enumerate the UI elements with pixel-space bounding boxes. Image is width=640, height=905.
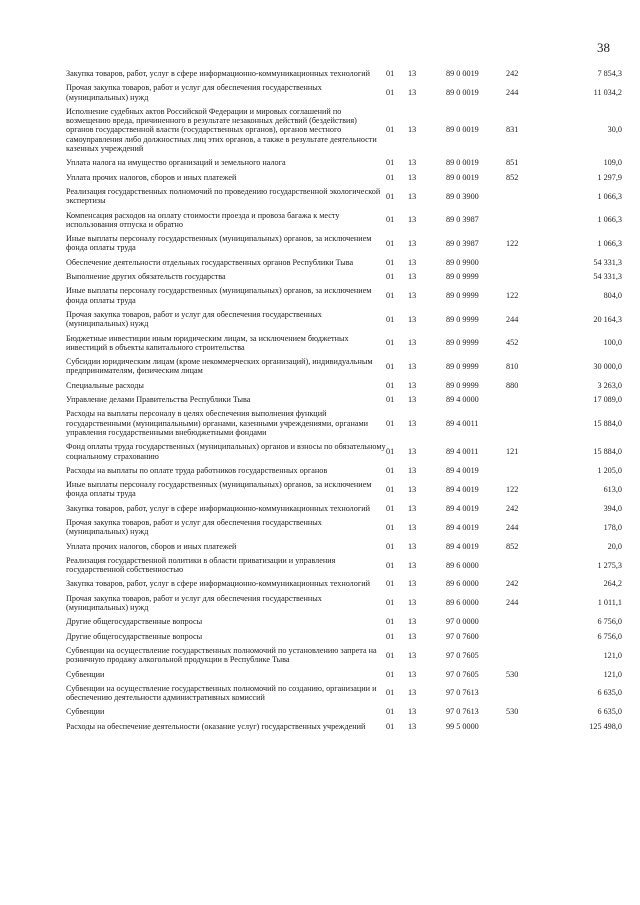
target-article-cell: 97 0 0000	[446, 617, 479, 627]
amount-cell: 1 205,0	[597, 465, 622, 475]
subsection-code-cell: 13	[408, 721, 417, 731]
target-article-cell: 89 4 0011	[446, 446, 479, 456]
section-code-cell: 01	[386, 579, 395, 589]
subsection-code-cell: 13	[408, 522, 417, 532]
target-article-cell: 89 0 9999	[446, 314, 479, 324]
expense-type-cell: 530	[506, 669, 519, 679]
expense-type-cell	[506, 644, 546, 668]
row-name-cell: Иные выплаты персоналу государственных (муниципальных) органов, за исключением фонда оплаты труда	[66, 234, 372, 253]
row-name-cell: Субвенции	[66, 669, 105, 679]
section-code-cell: 01	[386, 669, 395, 679]
amount-cell: 178,0	[603, 522, 622, 532]
section-code-cell: 01	[386, 541, 395, 551]
amount-cell: 1 066,3	[597, 215, 622, 225]
expense-type-cell	[506, 630, 546, 644]
row-name-cell: Прочая закупка товаров, работ и услуг для обеспечения государственных (муниципальных) нужд	[66, 517, 322, 537]
section-code-cell: 01	[386, 446, 395, 456]
section-code-cell: 01	[386, 87, 395, 97]
table-row	[66, 720, 622, 734]
subsection-code-cell: 13	[408, 87, 417, 97]
subsection-code-cell: 13	[408, 579, 417, 589]
subsection-code-cell: 13	[408, 484, 417, 494]
amount-cell: 1 011,1	[597, 598, 622, 608]
section-code-cell: 01	[386, 172, 395, 182]
row-name-cell: Субвенции	[66, 707, 105, 717]
table-row	[66, 81, 622, 105]
row-name-cell: Выполнение других обязательств государства	[66, 272, 226, 282]
section-code-cell: 01	[386, 125, 395, 135]
row-name-cell: Закупка товаров, работ, услуг в сфере информационно-коммуникационных технологий	[66, 579, 370, 589]
section-code-cell: 01	[386, 69, 395, 78]
table-row	[66, 256, 622, 270]
section-code-cell: 01	[386, 272, 395, 282]
table-row	[66, 105, 622, 156]
subsection-code-cell: 13	[408, 688, 417, 698]
subsection-code-cell: 13	[408, 361, 417, 371]
amount-cell: 15 884,0	[593, 446, 622, 456]
expense-type-cell	[506, 393, 546, 407]
section-code-cell: 01	[386, 721, 395, 731]
expense-type-cell	[506, 464, 546, 478]
section-code-cell: 01	[386, 560, 395, 570]
table-row	[66, 171, 622, 185]
expense-type-cell	[506, 720, 546, 734]
section-code-cell: 01	[386, 707, 395, 717]
table-row	[66, 540, 622, 554]
amount-cell: 100,0	[603, 338, 622, 348]
table-row	[66, 682, 622, 706]
expense-type-cell: 242	[506, 579, 519, 589]
amount-cell: 125 498,0	[589, 721, 622, 731]
subsection-code-cell: 13	[408, 69, 417, 78]
row-name-cell: Иные выплаты персоналу государственных (муниципальных) органов, за исключением фонда оплаты труда	[66, 480, 372, 499]
row-name-cell: Закупка товаров, работ, услуг в сфере информационно-коммуникационных технологий	[66, 69, 370, 78]
expense-type-cell: 852	[506, 172, 519, 182]
amount-cell: 30 000,0	[593, 361, 622, 371]
subsection-code-cell: 13	[408, 631, 417, 641]
target-article-cell: 89 0 0019	[446, 158, 479, 168]
section-code-cell: 01	[386, 617, 395, 627]
table-row	[66, 270, 622, 284]
table-row	[66, 502, 622, 516]
amount-cell: 6 756,0	[597, 617, 622, 627]
expense-type-cell: 244	[506, 522, 519, 532]
amount-cell: 11 034,2	[593, 87, 622, 97]
section-code-cell: 01	[386, 338, 395, 348]
target-article-cell: 89 0 0019	[446, 69, 479, 78]
subsection-code-cell: 13	[408, 158, 417, 168]
row-name-cell: Управление делами Правительства Республики Тыва	[66, 395, 251, 405]
expense-type-cell: 242	[506, 69, 519, 78]
row-name-cell: Уплата налога на имущество организаций и земельного налога	[66, 158, 286, 168]
target-article-cell: 89 0 9999	[446, 290, 479, 300]
table-row	[66, 232, 622, 256]
section-code-cell: 01	[386, 191, 395, 201]
subsection-code-cell: 13	[408, 560, 417, 570]
table-row	[66, 630, 622, 644]
expense-type-cell: 122	[506, 484, 519, 494]
amount-cell: 804,0	[603, 290, 622, 300]
section-code-cell: 01	[386, 158, 395, 168]
amount-cell: 264,2	[603, 579, 622, 589]
section-code-cell: 01	[386, 650, 395, 660]
expense-type-cell: 851	[506, 158, 519, 168]
target-article-cell: 89 0 9900	[446, 257, 479, 267]
row-name-cell: Фонд оплаты труда государственных (муниципальных) органов и взносы по обязательному социальному страхованию	[66, 442, 386, 461]
section-code-cell: 01	[386, 380, 395, 390]
target-article-cell: 89 0 0019	[446, 125, 479, 135]
subsection-code-cell: 13	[408, 669, 417, 679]
section-code-cell: 01	[386, 238, 395, 248]
subsection-code-cell: 13	[408, 272, 417, 282]
section-code-cell: 01	[386, 418, 395, 428]
table-row	[66, 332, 622, 356]
target-article-cell: 89 0 0019	[446, 172, 479, 182]
table-row	[66, 308, 622, 332]
section-code-cell: 01	[386, 395, 395, 405]
target-article-cell: 97 0 7605	[446, 669, 479, 679]
target-article-cell: 97 0 7605	[446, 650, 479, 660]
target-article-cell: 89 0 9999	[446, 380, 479, 390]
row-name-cell: Прочая закупка товаров, работ и услуг для обеспечения государственных (муниципальных) нужд	[66, 309, 322, 329]
table-row	[66, 284, 622, 308]
section-code-cell: 01	[386, 484, 395, 494]
subsection-code-cell: 13	[408, 465, 417, 475]
expense-type-cell	[506, 256, 546, 270]
expense-type-cell	[506, 270, 546, 284]
section-code-cell: 01	[386, 598, 395, 608]
expense-type-cell: 242	[506, 503, 519, 513]
subsection-code-cell: 13	[408, 650, 417, 660]
amount-cell: 1 066,3	[597, 238, 622, 248]
row-name-cell: Расходы на обеспечение деятельности (оказание услуг) государственных учреждений	[66, 721, 366, 731]
table-row	[66, 67, 622, 81]
amount-cell: 20,0	[607, 541, 622, 551]
subsection-code-cell: 13	[408, 395, 417, 405]
target-article-cell: 89 0 9999	[446, 272, 479, 282]
amount-cell: 7 854,3	[597, 69, 622, 78]
table-row	[66, 209, 622, 233]
row-name-cell: Обеспечение деятельности отдельных государственных органов Республики Тыва	[66, 257, 354, 267]
subsection-code-cell: 13	[408, 707, 417, 717]
amount-cell: 20 164,3	[593, 314, 622, 324]
target-article-cell: 89 4 0019	[446, 503, 479, 513]
section-code-cell: 01	[386, 503, 395, 513]
table-row	[66, 464, 622, 478]
expense-type-cell: 244	[506, 87, 519, 97]
target-article-cell: 89 4 0019	[446, 541, 479, 551]
table-row	[66, 554, 622, 578]
amount-cell: 6 756,0	[597, 631, 622, 641]
subsection-code-cell: 13	[408, 617, 417, 627]
subsection-code-cell: 13	[408, 380, 417, 390]
row-name-cell: Прочая закупка товаров, работ и услуг для обеспечения государственных (муниципальных) нужд	[66, 593, 322, 613]
subsection-code-cell: 13	[408, 541, 417, 551]
amount-cell: 1 066,3	[597, 191, 622, 201]
table-row	[66, 407, 622, 440]
expense-type-cell: 880	[506, 380, 519, 390]
row-name-cell: Расходы на выплаты по оплате труда работников государственных органов	[66, 465, 328, 475]
amount-cell: 6 635,0	[597, 688, 622, 698]
target-article-cell: 89 4 0000	[446, 395, 479, 405]
subsection-code-cell: 13	[408, 290, 417, 300]
amount-cell: 1 297,9	[597, 172, 622, 182]
section-code-cell: 01	[386, 257, 395, 267]
target-article-cell: 99 5 0000	[446, 721, 479, 731]
row-name-cell: Компенсация расходов на оплату стоимости проезда и провоза багажа к месту использования отпуска и обратно	[66, 210, 340, 229]
amount-cell: 54 331,3	[593, 272, 622, 282]
row-name-cell: Закупка товаров, работ, услуг в сфере информационно-коммуникационных технологий	[66, 503, 370, 513]
amount-cell: 6 635,0	[597, 707, 622, 717]
table-row	[66, 185, 622, 209]
target-article-cell: 97 0 7613	[446, 688, 479, 698]
expense-type-cell	[506, 615, 546, 629]
target-article-cell: 89 4 0011	[446, 418, 479, 428]
amount-cell: 394,0	[603, 503, 622, 513]
row-name-cell: Специальные расходы	[66, 380, 144, 390]
row-name-cell: Субвенции на осуществление государственных полномочий по установлению запрета на розничную продажу алкогольной продукции в Республике Тыва	[66, 645, 377, 665]
row-name-cell: Другие общегосударственные вопросы	[66, 617, 203, 627]
budget-table-body	[66, 67, 622, 734]
row-name-cell: Субвенции на осуществление государственных полномочий по созданию, организации и обеспечению деятельности административных комиссий	[66, 683, 377, 703]
section-code-cell: 01	[386, 631, 395, 641]
expense-type-cell: 122	[506, 238, 519, 248]
row-name-cell: Уплата прочих налогов, сборов и иных платежей	[66, 541, 237, 551]
amount-cell: 1 275,3	[597, 560, 622, 570]
amount-cell: 30,0	[607, 125, 622, 135]
table-row	[66, 516, 622, 540]
expense-type-cell: 530	[506, 707, 519, 717]
section-code-cell: 01	[386, 361, 395, 371]
table-row	[66, 705, 622, 719]
expense-type-cell: 831	[506, 125, 519, 135]
amount-cell: 54 331,3	[593, 257, 622, 267]
row-name-cell: Субсидии юридическим лицам (кроме некоммерческих организаций), индивидуальным предпринимателям, физическим лицам	[66, 357, 373, 376]
section-code-cell: 01	[386, 465, 395, 475]
subsection-code-cell: 13	[408, 314, 417, 324]
subsection-code-cell: 13	[408, 338, 417, 348]
target-article-cell: 89 6 0000	[446, 579, 479, 589]
subsection-code-cell: 13	[408, 215, 417, 225]
row-name-cell: Другие общегосударственные вопросы	[66, 631, 203, 641]
subsection-code-cell: 13	[408, 125, 417, 135]
table-row	[66, 592, 622, 616]
target-article-cell: 89 0 9999	[446, 361, 479, 371]
expense-type-cell: 452	[506, 338, 519, 348]
row-name-cell: Реализация государственной политики в области приватизации и управления государственной собственностью	[66, 555, 336, 575]
amount-cell: 15 884,0	[593, 418, 622, 428]
amount-cell: 121,0	[603, 650, 622, 660]
section-code-cell: 01	[386, 522, 395, 532]
expense-type-cell: 244	[506, 314, 519, 324]
target-article-cell: 89 0 3900	[446, 191, 479, 201]
target-article-cell: 89 0 3987	[446, 215, 479, 225]
section-code-cell: 01	[386, 314, 395, 324]
expense-type-cell: 852	[506, 541, 519, 551]
subsection-code-cell: 13	[408, 257, 417, 267]
subsection-code-cell: 13	[408, 503, 417, 513]
table-row	[66, 393, 622, 407]
expense-type-cell	[506, 185, 546, 209]
expense-type-cell	[506, 407, 546, 440]
amount-cell: 613,0	[603, 484, 622, 494]
row-name-cell: Иные выплаты персоналу государственных (муниципальных) органов, за исключением фонда оплаты труда	[66, 286, 372, 305]
expense-type-cell	[506, 682, 546, 706]
target-article-cell: 89 0 0019	[446, 87, 479, 97]
table-row	[66, 355, 622, 379]
expense-type-cell: 244	[506, 598, 519, 608]
expense-type-cell: 121	[506, 446, 519, 456]
subsection-code-cell: 13	[408, 238, 417, 248]
row-name-cell: Бюджетные инвестиции иным юридическим лицам, за исключением бюджетных инвестиций в объекты капитального строительства	[66, 333, 349, 352]
table-row	[66, 577, 622, 591]
expense-type-cell	[506, 554, 546, 578]
table-row	[66, 668, 622, 682]
table-row	[66, 644, 622, 668]
expense-type-cell	[506, 209, 546, 233]
table-row	[66, 156, 622, 170]
row-name-cell: Уплата прочих налогов, сборов и иных платежей	[66, 172, 237, 182]
row-name-cell: Прочая закупка товаров, работ и услуг для обеспечения государственных (муниципальных) нужд	[66, 83, 322, 102]
target-article-cell: 89 6 0000	[446, 598, 479, 608]
row-name-cell: Расходы на выплаты персоналу в целях обеспечения выполнения функций государственными (муниципальными) органами, казенными учреждениями, органами управления государственными внебюджетными фондами	[66, 409, 369, 437]
target-article-cell: 97 0 7613	[446, 707, 479, 717]
subsection-code-cell: 13	[408, 191, 417, 201]
table-row	[66, 615, 622, 629]
subsection-code-cell: 13	[408, 418, 417, 428]
section-code-cell: 01	[386, 688, 395, 698]
target-article-cell: 89 6 0000	[446, 560, 479, 570]
target-article-cell: 89 0 3987	[446, 238, 479, 248]
row-name-cell: Исполнение судебных актов Российской Федерации и мировых соглашений по возмещению вреда, причиненного в результате незаконных действий (бездействия) органов государственной власти (государственных органов), органов местного самоуправления либо должностных лиц этих органов, а также в результате деятельности казенных учреждений	[66, 106, 377, 154]
target-article-cell: 89 4 0019	[446, 465, 479, 475]
subsection-code-cell: 13	[408, 598, 417, 608]
target-article-cell: 89 4 0019	[446, 522, 479, 532]
table-row	[66, 440, 622, 464]
subsection-code-cell: 13	[408, 172, 417, 182]
subsection-code-cell: 13	[408, 446, 417, 456]
table-row	[66, 379, 622, 393]
row-name-cell: Реализация государственных полномочий по проведению государственной экологической экспертизы	[66, 186, 381, 206]
target-article-cell: 89 0 9999	[446, 338, 479, 348]
expense-type-cell: 122	[506, 290, 519, 300]
table-row	[66, 478, 622, 502]
target-article-cell: 89 4 0019	[446, 484, 479, 494]
amount-cell: 3 263,0	[597, 380, 622, 390]
budget-table	[66, 67, 622, 734]
amount-cell: 121,0	[603, 669, 622, 679]
amount-cell: 17 089,0	[593, 395, 622, 405]
section-code-cell: 01	[386, 215, 395, 225]
target-article-cell: 97 0 7600	[446, 631, 479, 641]
amount-cell: 109,0	[603, 158, 622, 168]
section-code-cell: 01	[386, 290, 395, 300]
page-number: 38	[597, 40, 610, 55]
expense-type-cell: 810	[506, 361, 519, 371]
